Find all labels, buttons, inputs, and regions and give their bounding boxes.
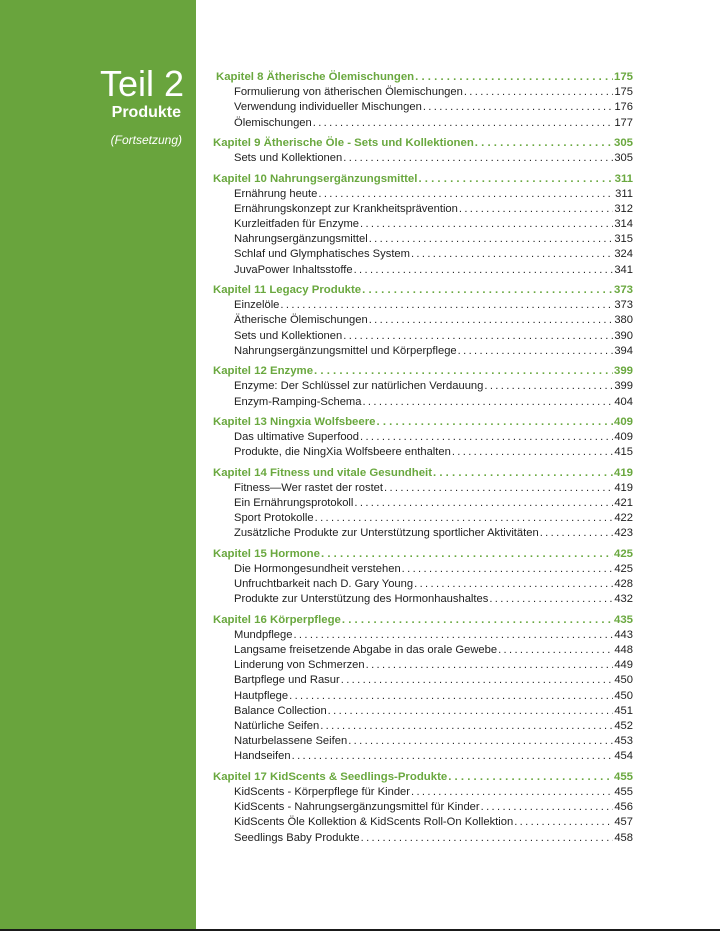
section-page-number: 421 [614,497,633,509]
section-page-number: 449 [614,659,633,672]
section-title: KidScents - Körperpflege für Kinder [234,785,410,798]
section-page-number: 448 [614,644,633,657]
toc-section-entry[interactable] [213,263,633,278]
dot-leader [414,577,613,592]
dot-leader [362,283,613,298]
toc-chapter-entry[interactable] [213,770,633,785]
toc-section-entry[interactable] [213,785,633,800]
section-page-number: 324 [614,248,633,261]
section-page-number: 422 [614,512,633,525]
toc-section-entry[interactable] [213,496,633,511]
chapter-title: Kapitel 15 Hormone [213,547,320,560]
dot-leader [411,785,613,800]
dot-leader [289,689,613,704]
section-title: Hautpflege [234,689,289,702]
section-title: Langsame freisetzende Abgabe in das orale Gewebe [234,644,498,657]
toc-section-entry[interactable] [213,481,633,496]
chapter-title: Kapitel 9 Ätherische Öle - Sets und Kollektionen [213,136,474,149]
section-page-number: 428 [614,578,633,591]
section-title: Seedlings Baby Produkte [234,831,360,844]
dot-leader [354,496,613,511]
dot-leader [458,344,614,359]
dot-leader [418,172,613,187]
chapter-title: Kapitel 8 Ätherische Ölemischungen [216,71,415,83]
section-page-number: 175 [614,86,633,99]
dot-leader [489,592,613,607]
chapter-title: Kapitel 12 Enzyme [213,365,314,378]
toc-section-entry[interactable] [213,187,633,202]
section-page-number: 419 [614,481,633,494]
section-page-number: 458 [614,831,633,844]
dot-leader [376,415,613,430]
chapter-page-number: 425 [613,547,633,560]
dot-leader [540,526,614,541]
dot-leader [362,395,613,410]
dot-leader [313,116,614,131]
chapter-page-number: 311 [614,172,633,185]
section-title: Das ultimative Superfood [234,431,359,444]
section-title: Ernährung heute [234,187,318,200]
section-page-number: 432 [614,593,633,606]
chapter-title: Kapitel 14 Fitness und vitale Gesundheit [213,466,433,479]
section-title: Fitness—Wer rastet der rostet [234,481,384,494]
toc-section-entry[interactable] [213,526,633,541]
toc-section-entry[interactable] [213,511,633,526]
toc-chapter-entry[interactable] [213,283,633,298]
section-page-number: 404 [614,395,633,408]
chapter-title: Kapitel 11 Legacy Produkte [213,284,362,296]
dot-leader [366,658,614,673]
section-title: Enzyme: Der Schlüssel zur natürlichen Verdauung [234,380,484,393]
section-page-number: 454 [614,750,633,763]
dot-leader [423,100,614,115]
toc-section-entry[interactable] [213,704,633,719]
toc-chapter-entry[interactable] [213,70,633,85]
toc-section-entry[interactable] [213,232,633,247]
toc-section-entry[interactable] [213,430,633,445]
section-title: Ernährungskonzept zur Krankheitsprävention [234,202,458,215]
section-title: Ölemischungen [234,116,312,129]
section-page-number: 312 [614,202,633,215]
chapter-page-number: 399 [613,365,633,378]
section-page-number: 394 [614,344,633,357]
section-title: Die Hormongesundheit verstehen [234,562,401,575]
dot-leader [360,430,613,445]
section-page-number: 341 [614,263,633,276]
section-title: Sets und Kollektionen [234,329,343,342]
chapter-page-number: 455 [613,770,633,783]
toc-section-entry[interactable] [213,643,633,658]
chapter-page-number: 419 [613,466,633,479]
section-page-number: 415 [614,446,633,459]
toc-section-entry[interactable] [213,85,633,100]
toc-section-entry[interactable] [213,379,633,394]
dot-leader [360,217,613,232]
dot-leader [459,202,613,217]
table-of-contents [213,70,633,846]
section-page-number: 450 [614,689,633,702]
section-page-number: 305 [614,152,633,165]
section-page-number: 176 [614,101,633,114]
chapter-title: Kapitel 10 Nahrungsergänzungsmittel [213,172,418,185]
dot-leader [280,298,613,313]
section-title: Einzelöle [234,299,280,312]
section-page-number: 457 [614,816,633,829]
toc-chapter-entry[interactable] [213,415,633,430]
toc-section-entry[interactable] [213,329,633,344]
dot-leader [318,187,614,202]
section-page-number: 373 [614,299,633,312]
dot-leader [369,232,614,247]
chapter-page-number: 409 [613,415,633,428]
toc-section-entry[interactable] [213,562,633,577]
dot-leader [343,151,613,166]
section-title: Bartpflege und Rasur [234,674,340,687]
dot-leader [343,329,613,344]
section-title: Nahrungsergänzungsmittel und Körperpflege [234,344,457,357]
chapter-page-number: 305 [613,136,633,149]
dot-leader [452,445,613,460]
section-page-number: 315 [614,233,633,246]
part-title: Teil 2 [99,63,184,104]
section-page-number: 423 [614,527,633,540]
toc-chapter-entry[interactable] [213,172,633,187]
dot-leader [484,379,613,394]
toc-section-entry[interactable] [213,298,633,313]
dot-leader [411,247,613,262]
dot-leader [348,734,613,749]
section-title: Handseifen [234,750,291,763]
chapter-title: Kapitel 16 Körperpflege [213,613,341,626]
part-sidebar [0,0,196,929]
toc-section-entry[interactable] [213,628,633,643]
section-page-number: 451 [614,704,633,717]
toc-section-entry[interactable] [213,445,633,460]
section-page-number: 455 [614,785,633,798]
dot-leader [475,136,613,151]
section-page-number: 456 [614,801,633,814]
dot-leader [314,364,613,379]
toc-section-entry[interactable] [213,395,633,410]
section-page-number: 399 [614,380,633,393]
dot-leader [433,466,613,481]
section-title: Balance Collection [234,704,327,717]
dot-leader [384,481,613,496]
section-page-number: 390 [614,329,633,342]
dot-leader [402,562,614,577]
toc-section-entry[interactable] [213,116,633,131]
section-title: Verwendung individueller Mischungen [234,101,422,114]
section-title: Sport Protokolle [234,512,314,525]
section-title: Mundpflege [234,628,293,641]
dot-leader [321,547,613,562]
section-page-number: 314 [614,218,633,231]
toc-section-entry[interactable] [213,734,633,749]
dot-leader [448,770,613,785]
chapter-title: Kapitel 13 Ningxia Wolfsbeere [213,415,376,428]
toc-section-entry[interactable] [213,247,633,262]
section-page-number: 177 [614,116,633,129]
toc-chapter-entry[interactable] [213,466,633,481]
chapter-page-number: 373 [613,284,633,296]
section-page-number: 450 [614,674,633,687]
toc-section-entry[interactable] [213,577,633,592]
toc-section-entry[interactable] [213,719,633,734]
dot-leader [292,749,614,764]
section-title: Naturbelassene Seifen [234,735,348,748]
section-page-number: 453 [614,735,633,748]
section-title: Zusätzliche Produkte zur Unterstützung sportlicher Aktivitäten [234,527,539,540]
dot-leader [464,85,613,100]
toc-section-entry[interactable] [213,592,633,607]
section-title: Ätherische Ölemischungen [234,314,368,327]
toc-chapter-entry[interactable] [213,547,633,562]
section-title: Ein Ernährungsprotokoll [234,497,354,509]
dot-leader [354,263,614,278]
dot-leader [342,613,613,628]
toc-section-entry[interactable] [213,151,633,166]
toc-chapter-entry[interactable] [213,136,633,151]
toc-section-entry[interactable] [213,689,633,704]
dot-leader [361,831,614,846]
section-title: Natürliche Seifen [234,720,320,732]
section-title: KidScents - Nahrungsergänzungsmittel für Kinder [234,801,480,814]
dot-leader [328,704,614,719]
dot-leader [320,719,613,734]
continuation-note: (Fortsetzung) [110,133,182,147]
section-title: Unfruchtbarkeit nach D. Gary Young [234,578,414,591]
chapter-title: Kapitel 17 KidScents & Seedlings-Produkte [213,770,448,783]
toc-section-entry[interactable] [213,815,633,830]
dot-leader [415,70,613,85]
section-title: Sets und Kollektionen [234,152,343,165]
section-title: JuvaPower Inhaltsstoffe [234,263,353,276]
chapter-page-number: 435 [613,613,633,626]
toc-section-entry[interactable] [213,100,633,115]
section-title: Enzym-Ramping-Schema [234,395,362,408]
section-title: Linderung von Schmerzen [234,659,365,672]
dot-leader [341,673,614,688]
toc-section-entry[interactable] [213,217,633,232]
toc-section-entry[interactable] [213,202,633,217]
section-title: Produkte zur Unterstützung des Hormonhaushaltes [234,593,489,606]
toc-section-entry[interactable] [213,344,633,359]
part-subtitle: Produkte [111,104,181,121]
toc-section-entry[interactable] [213,673,633,688]
dot-leader [514,815,613,830]
section-title: Produkte, die NingXia Wolfsbeere enthalten [234,446,451,459]
toc-section-entry[interactable] [213,800,633,815]
section-title: Nahrungsergänzungsmittel [234,233,368,246]
section-title: Formulierung von ätherischen Ölemischungen [234,86,463,99]
chapter-page-number: 175 [613,71,633,83]
toc-section-entry[interactable] [213,658,633,673]
dot-leader [315,511,614,526]
section-page-number: 311 [615,187,633,200]
section-page-number: 409 [614,431,633,444]
dot-leader [293,628,613,643]
section-title: KidScents Öle Kollektion & KidScents Roll-On Kollektion [234,816,514,829]
toc-chapter-entry[interactable] [213,364,633,379]
dot-leader [498,643,613,658]
section-title: Schlaf und Glymphatisches System [234,248,410,261]
section-page-number: 380 [614,314,633,327]
section-page-number: 452 [614,720,633,732]
section-page-number: 443 [614,628,633,641]
section-title: Kurzleitfaden für Enzyme [234,218,359,231]
dot-leader [481,800,614,815]
toc-section-entry[interactable] [213,749,633,764]
toc-section-entry[interactable] [213,831,633,846]
dot-leader [369,313,614,328]
toc-section-entry[interactable] [213,313,633,328]
toc-chapter-entry[interactable] [213,613,633,628]
section-page-number: 425 [614,562,633,575]
